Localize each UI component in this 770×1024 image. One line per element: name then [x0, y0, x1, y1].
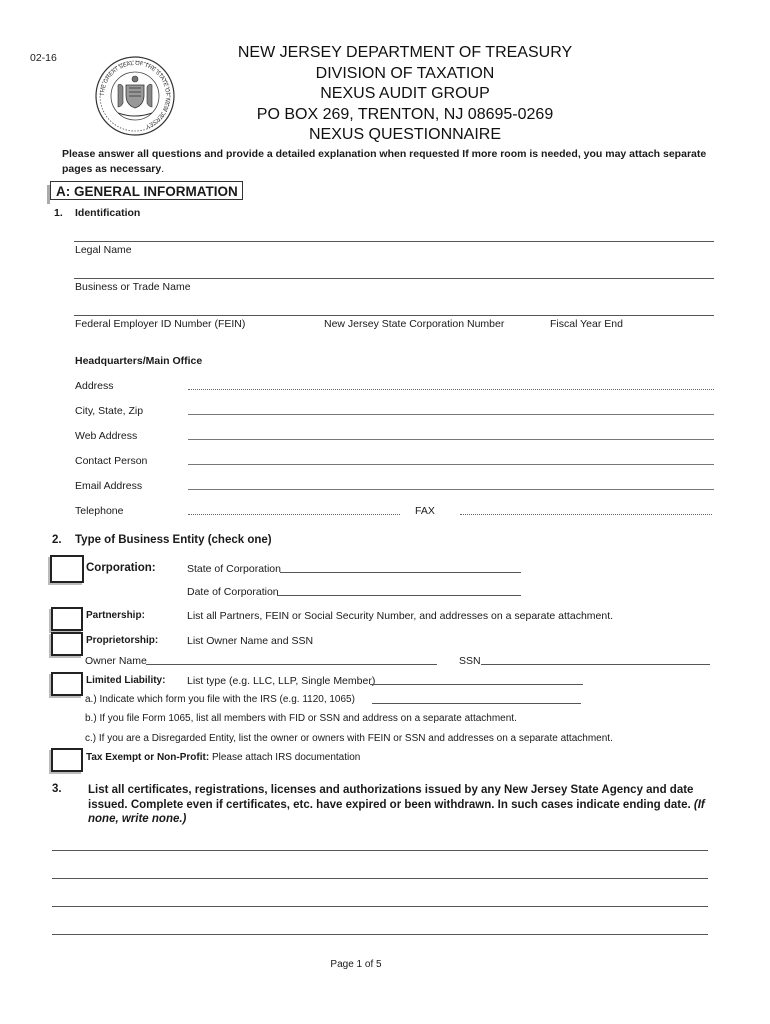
instructions: Please answer all questions and provide a detailed explanation when requested If more room is needed, you may attach separate pages as necessary.	[62, 148, 707, 175]
limited-liability-checkbox[interactable]	[51, 672, 83, 696]
page-number: Page 1 of 5	[330, 959, 382, 970]
fein-label: Federal Employer ID Number (FEIN)	[75, 318, 246, 330]
address-label: Address	[75, 380, 114, 392]
email-address-input[interactable]	[188, 489, 714, 490]
tax-exempt-text: Please attach IRS documentation	[211, 752, 361, 763]
form-title-block	[210, 43, 600, 146]
trade-name-label: Business or Trade Name	[75, 281, 191, 293]
date-of-corp-input[interactable]	[277, 595, 521, 596]
q1-title: Identification	[75, 207, 141, 219]
date-of-corp-label: Date of Corporation	[187, 586, 279, 598]
llc-irs-form-input[interactable]	[372, 703, 581, 704]
fax-label: FAX	[415, 505, 435, 517]
proprietorship-text: List Owner Name and SSN	[187, 635, 314, 647]
corporation-checkbox[interactable]	[50, 555, 84, 583]
legal-name-label: Legal Name	[75, 244, 132, 256]
seal-ring-text: THE GREAT SEAL OF THE STATE OF NEW JERSEY	[99, 60, 171, 129]
fein-row-input[interactable]	[74, 315, 714, 316]
fiscal-year-end-label: Fiscal Year End	[550, 318, 623, 330]
section-a-heading: A: GENERAL INFORMATION	[50, 181, 243, 200]
limited-liability-label: Limited Liability:	[86, 675, 166, 686]
owner-name-label: Owner Name	[85, 655, 147, 667]
ssn-input[interactable]	[481, 664, 710, 665]
proprietorship-label: Proprietorship:	[86, 635, 159, 646]
partnership-text: List all Partners, FEIN or Social Security Number, and addresses on a separate attachment.	[187, 610, 614, 622]
telephone-label: Telephone	[75, 505, 124, 517]
form-code: 02-16	[30, 52, 57, 64]
corporation-label: Corporation:	[86, 562, 156, 574]
nj-corp-number-label: New Jersey State Corporation Number	[324, 318, 505, 330]
q2-number: 2.	[52, 534, 62, 546]
title-line-5: NEXUS QUESTIONNAIRE	[308, 126, 502, 143]
proprietorship-checkbox[interactable]	[51, 632, 83, 656]
q3-question: List all certificates, registrations, licenses and authorizations issued by any New Jersey State Agency and date issued. Complete even if certificates, etc. have expired or been withdrawn. In such cases indicate ending date. (If none, write none.)	[88, 784, 705, 825]
tax-exempt-row	[86, 752, 360, 763]
q1-number: 1.	[54, 207, 63, 219]
contact-person-label: Contact Person	[75, 455, 148, 467]
web-address-input[interactable]	[188, 439, 714, 440]
fax-input[interactable]	[460, 514, 712, 515]
state-of-corp-input[interactable]	[280, 572, 521, 573]
q3-answer-line-1[interactable]	[52, 850, 708, 851]
state-of-corp-label: State of Corporation	[187, 563, 281, 575]
address-input[interactable]	[188, 389, 714, 390]
tax-exempt-checkbox[interactable]	[51, 748, 83, 772]
owner-name-input[interactable]	[146, 664, 437, 665]
partnership-label: Partnership:	[86, 610, 145, 621]
web-address-label: Web Address	[75, 430, 138, 442]
llc-type-input[interactable]	[370, 684, 583, 685]
q3-answer-line-4[interactable]	[52, 934, 708, 935]
trade-name-input[interactable]	[74, 278, 714, 279]
partnership-checkbox[interactable]	[51, 607, 83, 631]
contact-person-input[interactable]	[188, 464, 714, 465]
llc-type-label: List type (e.g. LLC, LLP, Single Member)	[187, 675, 376, 687]
nj-state-seal-icon	[94, 55, 176, 137]
q2-title: Type of Business Entity (check one)	[75, 534, 272, 546]
telephone-input[interactable]	[188, 514, 400, 515]
q3-answer-line-3[interactable]	[52, 906, 708, 907]
title-line-3: NEXUS AUDIT GROUP	[320, 85, 490, 102]
hq-heading: Headquarters/Main Office	[75, 355, 203, 367]
title-line-2: DIVISION OF TAXATION	[315, 64, 495, 82]
llc-question-b: b.) If you file Form 1065, list all members with FID or SSN and address on a separate attachment.	[85, 713, 517, 724]
tax-exempt-label: Tax Exempt or Non-Profit:	[86, 752, 210, 763]
city-state-zip-label: City, State, Zip	[75, 405, 144, 417]
title-line-4: PO BOX 269, TRENTON, NJ 08695-0269	[256, 105, 554, 123]
ssn-label: SSN	[459, 655, 481, 667]
legal-name-input[interactable]	[74, 241, 714, 242]
llc-question-a: a.) Indicate which form you file with the IRS (e.g. 1120, 1065)	[85, 694, 355, 705]
q3-number: 3.	[52, 783, 62, 795]
title-line-1: NEW JERSEY DEPARTMENT OF TREASURY	[237, 44, 573, 61]
email-address-label: Email Address	[75, 480, 143, 492]
city-state-zip-input[interactable]	[188, 414, 714, 415]
llc-question-c: c.) If you are a Disregarded Entity, list the owner or owners with FEIN or SSN and addresses on a separate attachment.	[85, 733, 613, 744]
q3-answer-line-2[interactable]	[52, 878, 708, 879]
